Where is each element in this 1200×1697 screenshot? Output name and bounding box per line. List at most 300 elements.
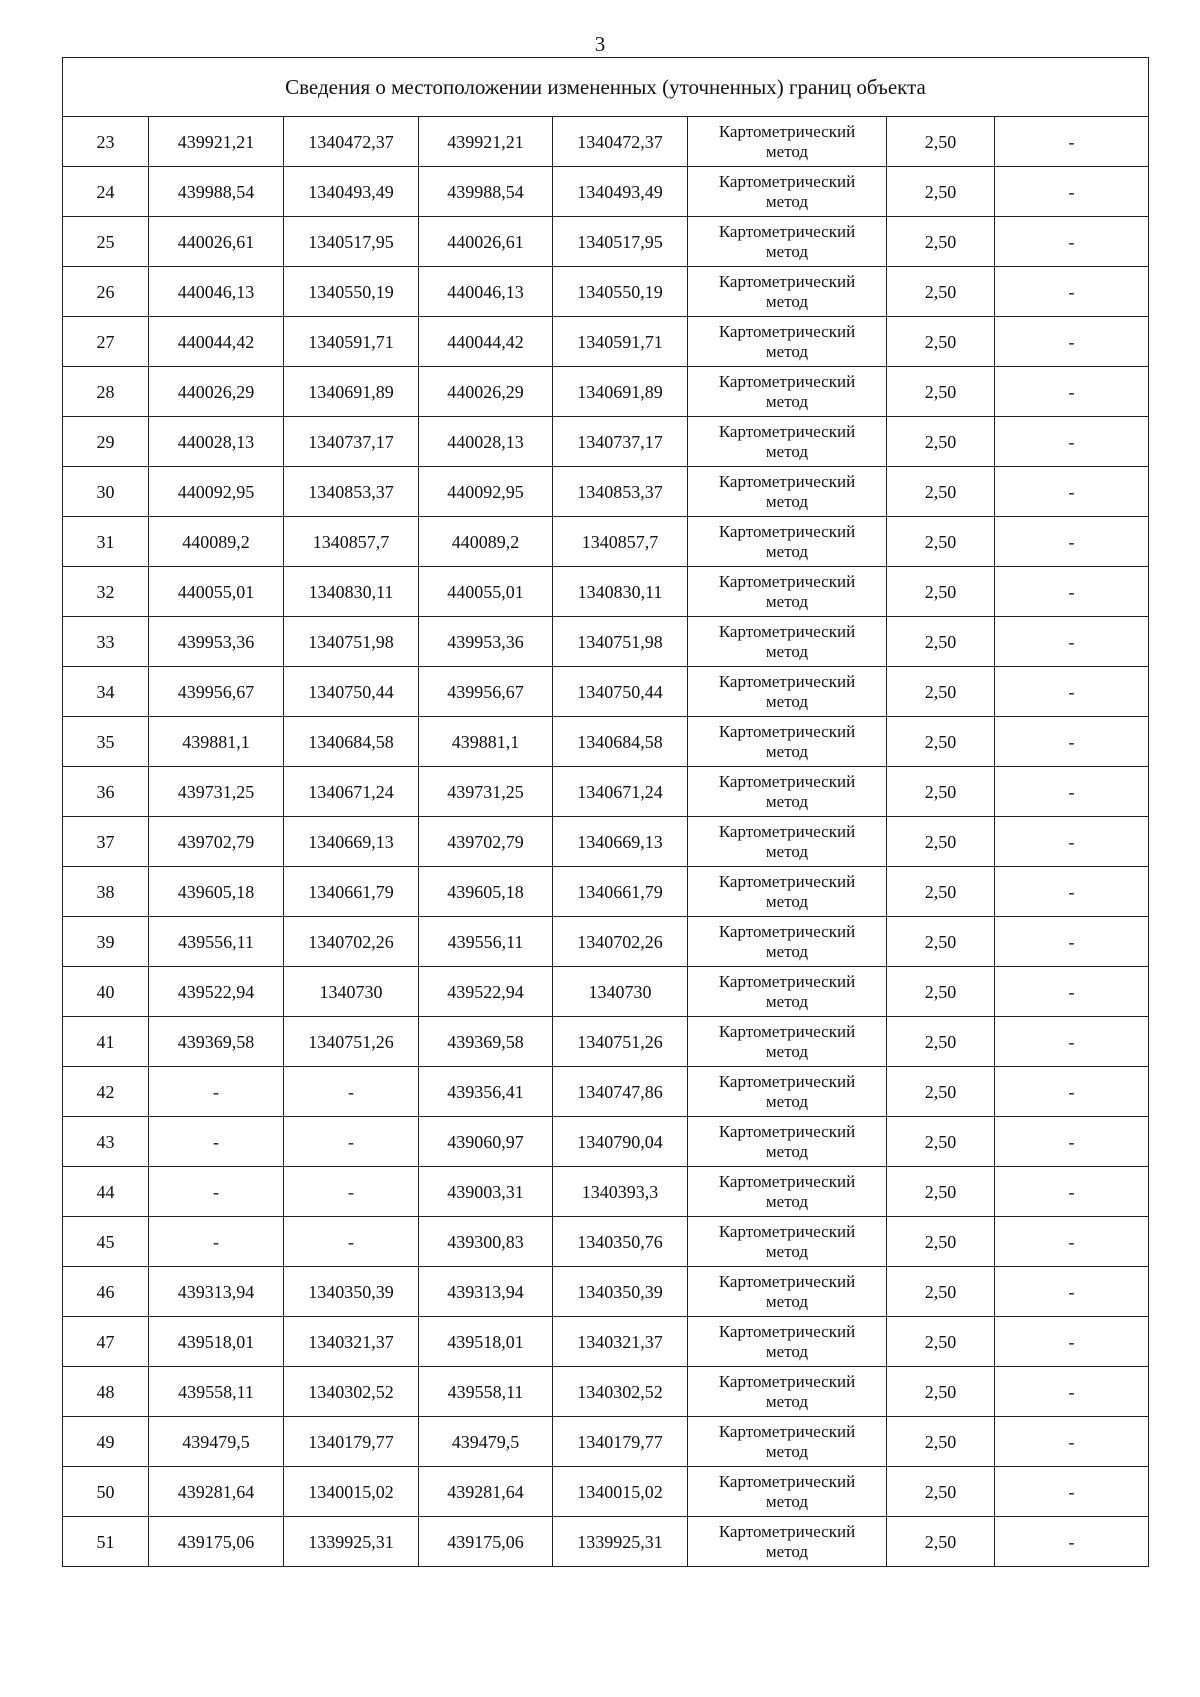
accuracy-cell: 2,50 [887, 667, 995, 717]
accuracy-cell: 2,50 [887, 267, 995, 317]
method-line: метод [765, 1541, 809, 1561]
method-cell [688, 917, 887, 967]
note-cell: - [995, 1367, 1149, 1417]
table-row [63, 517, 1149, 567]
note-cell: - [995, 867, 1149, 917]
method-line: метод [765, 691, 809, 711]
table-row [63, 1117, 1149, 1167]
existing-x-cell: 439956,67 [149, 667, 284, 717]
method-cell [688, 867, 887, 917]
point-number-cell: 42 [63, 1067, 149, 1117]
table-row [63, 917, 1149, 967]
accuracy-cell: 2,50 [887, 1317, 995, 1367]
method-cell [688, 617, 887, 667]
refined-y-cell: 1340472,37 [553, 117, 688, 167]
method-line: метод [765, 491, 809, 511]
method-line: Картометрический [718, 1221, 856, 1241]
method-line: метод [765, 541, 809, 561]
existing-x-cell: 439369,58 [149, 1017, 284, 1067]
note-cell: - [995, 217, 1149, 267]
method-line: метод [765, 1491, 809, 1511]
refined-x-cell: 439175,06 [419, 1517, 553, 1567]
table-row [63, 967, 1149, 1017]
point-number-cell: 30 [63, 467, 149, 517]
existing-x-cell: 440026,61 [149, 217, 284, 267]
refined-y-cell: 1340350,39 [553, 1267, 688, 1317]
page-number: 3 [594, 32, 606, 56]
existing-x-cell: 439881,1 [149, 717, 284, 767]
existing-x-cell: - [149, 1217, 284, 1267]
note-cell: - [995, 267, 1149, 317]
method-cell [688, 1217, 887, 1267]
existing-x-cell: 439518,01 [149, 1317, 284, 1367]
refined-y-cell: 1340550,19 [553, 267, 688, 317]
existing-x-cell: 440028,13 [149, 417, 284, 467]
table-row [63, 767, 1149, 817]
method-cell [688, 717, 887, 767]
existing-x-cell: 439988,54 [149, 167, 284, 217]
method-line: Картометрический [718, 221, 856, 241]
method-line: Картометрический [718, 1271, 856, 1291]
table-row [63, 217, 1149, 267]
existing-y-cell: 1340853,37 [284, 467, 419, 517]
existing-y-cell: 1340591,71 [284, 317, 419, 367]
method-line: Картометрический [718, 571, 856, 591]
method-line: метод [765, 791, 809, 811]
existing-y-cell: 1340684,58 [284, 717, 419, 767]
refined-x-cell: 439522,94 [419, 967, 553, 1017]
method-line: метод [765, 141, 809, 161]
method-line: метод [765, 1391, 809, 1411]
refined-y-cell: 1340730 [553, 967, 688, 1017]
existing-x-cell: 440089,2 [149, 517, 284, 567]
method-line: метод [765, 641, 809, 661]
method-cell [688, 217, 887, 267]
refined-x-cell: 439605,18 [419, 867, 553, 917]
point-number-cell: 44 [63, 1167, 149, 1217]
point-number-cell: 46 [63, 1267, 149, 1317]
existing-y-cell: 1340472,37 [284, 117, 419, 167]
point-number-cell: 33 [63, 617, 149, 667]
refined-y-cell: 1340302,52 [553, 1367, 688, 1417]
refined-y-cell: 1340737,17 [553, 417, 688, 467]
point-number-cell: 45 [63, 1217, 149, 1267]
refined-y-cell: 1340321,37 [553, 1317, 688, 1367]
existing-y-cell: - [284, 1067, 419, 1117]
method-line: Картометрический [718, 621, 856, 641]
existing-y-cell: 1339925,31 [284, 1517, 419, 1567]
note-cell: - [995, 617, 1149, 667]
table-row [63, 1417, 1149, 1467]
accuracy-cell: 2,50 [887, 917, 995, 967]
point-number-cell: 51 [63, 1517, 149, 1567]
method-cell [688, 1067, 887, 1117]
method-line: метод [765, 991, 809, 1011]
boundary-coordinates-table [62, 57, 1149, 1567]
note-cell: - [995, 167, 1149, 217]
refined-y-cell: 1340493,49 [553, 167, 688, 217]
existing-y-cell: 1340737,17 [284, 417, 419, 467]
method-line: метод [765, 591, 809, 611]
method-line: метод [765, 1341, 809, 1361]
method-cell [688, 767, 887, 817]
accuracy-cell: 2,50 [887, 1417, 995, 1467]
table-row [63, 167, 1149, 217]
method-cell [688, 1367, 887, 1417]
existing-x-cell: 439479,5 [149, 1417, 284, 1467]
refined-x-cell: 439953,36 [419, 617, 553, 667]
method-cell [688, 1117, 887, 1167]
method-line: Картометрический [718, 821, 856, 841]
refined-y-cell: 1339925,31 [553, 1517, 688, 1567]
existing-y-cell: 1340661,79 [284, 867, 419, 917]
note-cell: - [995, 1417, 1149, 1467]
refined-x-cell: 439300,83 [419, 1217, 553, 1267]
table-row [63, 417, 1149, 467]
note-cell: - [995, 1217, 1149, 1267]
point-number-cell: 27 [63, 317, 149, 367]
refined-x-cell: 439731,25 [419, 767, 553, 817]
existing-x-cell: - [149, 1167, 284, 1217]
existing-x-cell: 440092,95 [149, 467, 284, 517]
refined-y-cell: 1340790,04 [553, 1117, 688, 1167]
method-line: Картометрический [718, 271, 856, 291]
existing-x-cell: - [149, 1117, 284, 1167]
refined-x-cell: 439556,11 [419, 917, 553, 967]
method-cell [688, 967, 887, 1017]
table-row [63, 717, 1149, 767]
existing-y-cell: 1340302,52 [284, 1367, 419, 1417]
existing-x-cell: 440026,29 [149, 367, 284, 417]
table-row [63, 1517, 1149, 1567]
refined-x-cell: 440046,13 [419, 267, 553, 317]
refined-y-cell: 1340691,89 [553, 367, 688, 417]
accuracy-cell: 2,50 [887, 417, 995, 467]
point-number-cell: 28 [63, 367, 149, 417]
method-line: Картометрический [718, 1021, 856, 1041]
refined-y-cell: 1340750,44 [553, 667, 688, 717]
refined-x-cell: 440092,95 [419, 467, 553, 517]
note-cell: - [995, 367, 1149, 417]
refined-x-cell: 440026,29 [419, 367, 553, 417]
table-row [63, 617, 1149, 667]
accuracy-cell: 2,50 [887, 217, 995, 267]
existing-x-cell: 440046,13 [149, 267, 284, 317]
method-line: метод [765, 1041, 809, 1061]
refined-x-cell: 439060,97 [419, 1117, 553, 1167]
accuracy-cell: 2,50 [887, 1467, 995, 1517]
method-cell [688, 1317, 887, 1367]
point-number-cell: 24 [63, 167, 149, 217]
accuracy-cell: 2,50 [887, 1517, 995, 1567]
point-number-cell: 36 [63, 767, 149, 817]
table-row [63, 1467, 1149, 1517]
method-line: метод [765, 1191, 809, 1211]
refined-x-cell: 439003,31 [419, 1167, 553, 1217]
table-row [63, 367, 1149, 417]
refined-x-cell: 439479,5 [419, 1417, 553, 1467]
table-title-row [63, 58, 1149, 117]
refined-y-cell: 1340179,77 [553, 1417, 688, 1467]
note-cell: - [995, 117, 1149, 167]
accuracy-cell: 2,50 [887, 117, 995, 167]
existing-y-cell: 1340015,02 [284, 1467, 419, 1517]
table-row [63, 1317, 1149, 1367]
table-row [63, 567, 1149, 617]
existing-x-cell: 439731,25 [149, 767, 284, 817]
refined-x-cell: 440044,42 [419, 317, 553, 367]
accuracy-cell: 2,50 [887, 167, 995, 217]
note-cell: - [995, 667, 1149, 717]
accuracy-cell: 2,50 [887, 1217, 995, 1267]
refined-y-cell: 1340857,7 [553, 517, 688, 567]
method-line: Картометрический [718, 1371, 856, 1391]
point-number-cell: 31 [63, 517, 149, 567]
point-number-cell: 29 [63, 417, 149, 467]
method-line: Картометрический [718, 871, 856, 891]
refined-y-cell: 1340669,13 [553, 817, 688, 867]
table-row [63, 117, 1149, 167]
existing-y-cell: 1340517,95 [284, 217, 419, 267]
method-line: метод [765, 1091, 809, 1111]
existing-y-cell: - [284, 1217, 419, 1267]
table-row [63, 867, 1149, 917]
note-cell: - [995, 1517, 1149, 1567]
existing-x-cell: 439921,21 [149, 117, 284, 167]
point-number-cell: 40 [63, 967, 149, 1017]
refined-y-cell: 1340661,79 [553, 867, 688, 917]
method-cell [688, 317, 887, 367]
accuracy-cell: 2,50 [887, 517, 995, 567]
table-row [63, 1017, 1149, 1067]
point-number-cell: 41 [63, 1017, 149, 1067]
method-line: метод [765, 891, 809, 911]
existing-x-cell: 439702,79 [149, 817, 284, 867]
method-cell [688, 367, 887, 417]
refined-y-cell: 1340671,24 [553, 767, 688, 817]
refined-x-cell: 440089,2 [419, 517, 553, 567]
note-cell: - [995, 917, 1149, 967]
method-line: Картометрический [718, 771, 856, 791]
method-cell [688, 567, 887, 617]
method-cell [688, 167, 887, 217]
table-body [63, 117, 1149, 1567]
refined-y-cell: 1340751,26 [553, 1017, 688, 1067]
refined-y-cell: 1340517,95 [553, 217, 688, 267]
refined-x-cell: 440028,13 [419, 417, 553, 467]
refined-x-cell: 439988,54 [419, 167, 553, 217]
method-cell [688, 667, 887, 717]
point-number-cell: 43 [63, 1117, 149, 1167]
point-number-cell: 32 [63, 567, 149, 617]
note-cell: - [995, 1467, 1149, 1517]
method-line: Картометрический [718, 971, 856, 991]
accuracy-cell: 2,50 [887, 1017, 995, 1067]
existing-x-cell: 439175,06 [149, 1517, 284, 1567]
refined-x-cell: 440026,61 [419, 217, 553, 267]
method-line: Картометрический [718, 171, 856, 191]
table-row [63, 1167, 1149, 1217]
existing-y-cell: 1340751,26 [284, 1017, 419, 1067]
method-line: метод [765, 841, 809, 861]
refined-x-cell: 440055,01 [419, 567, 553, 617]
point-number-cell: 38 [63, 867, 149, 917]
method-line: Картометрический [718, 1121, 856, 1141]
existing-y-cell: 1340751,98 [284, 617, 419, 667]
refined-y-cell: 1340830,11 [553, 567, 688, 617]
accuracy-cell: 2,50 [887, 767, 995, 817]
method-line: Картометрический [718, 1321, 856, 1341]
method-cell [688, 1467, 887, 1517]
method-line: метод [765, 1241, 809, 1261]
note-cell: - [995, 1117, 1149, 1167]
accuracy-cell: 2,50 [887, 967, 995, 1017]
existing-x-cell: 439313,94 [149, 1267, 284, 1317]
method-line: Картометрический [718, 1521, 856, 1541]
accuracy-cell: 2,50 [887, 1367, 995, 1417]
method-cell [688, 1017, 887, 1067]
table-row [63, 667, 1149, 717]
refined-y-cell: 1340350,76 [553, 1217, 688, 1267]
method-cell [688, 117, 887, 167]
existing-y-cell: - [284, 1167, 419, 1217]
existing-y-cell: 1340830,11 [284, 567, 419, 617]
method-cell [688, 1167, 887, 1217]
method-line: метод [765, 741, 809, 761]
method-line: Картометрический [718, 671, 856, 691]
point-number-cell: 49 [63, 1417, 149, 1467]
method-line: Картометрический [718, 321, 856, 341]
point-number-cell: 39 [63, 917, 149, 967]
existing-y-cell: 1340179,77 [284, 1417, 419, 1467]
note-cell: - [995, 417, 1149, 467]
refined-x-cell: 439956,67 [419, 667, 553, 717]
method-cell [688, 817, 887, 867]
method-line: метод [765, 1291, 809, 1311]
refined-y-cell: 1340591,71 [553, 317, 688, 367]
existing-x-cell: 439281,64 [149, 1467, 284, 1517]
note-cell: - [995, 817, 1149, 867]
method-line: метод [765, 941, 809, 961]
table-title: Сведения о местоположении измененных (уточненных) границ объекта [63, 58, 1149, 117]
existing-x-cell: 440044,42 [149, 317, 284, 367]
refined-x-cell: 439369,58 [419, 1017, 553, 1067]
refined-y-cell: 1340015,02 [553, 1467, 688, 1517]
note-cell: - [995, 467, 1149, 517]
point-number-cell: 26 [63, 267, 149, 317]
existing-y-cell: 1340691,89 [284, 367, 419, 417]
method-cell [688, 1267, 887, 1317]
table-row [63, 1217, 1149, 1267]
accuracy-cell: 2,50 [887, 1067, 995, 1117]
method-cell [688, 467, 887, 517]
refined-y-cell: 1340702,26 [553, 917, 688, 967]
accuracy-cell: 2,50 [887, 1117, 995, 1167]
method-line: Картометрический [718, 921, 856, 941]
method-line: Картометрический [718, 721, 856, 741]
note-cell: - [995, 1067, 1149, 1117]
existing-y-cell: 1340857,7 [284, 517, 419, 567]
refined-x-cell: 439356,41 [419, 1067, 553, 1117]
refined-x-cell: 439281,64 [419, 1467, 553, 1517]
method-line: метод [765, 241, 809, 261]
refined-y-cell: 1340684,58 [553, 717, 688, 767]
method-line: метод [765, 191, 809, 211]
method-cell [688, 1517, 887, 1567]
method-line: метод [765, 391, 809, 411]
method-line: Картометрический [718, 1421, 856, 1441]
point-number-cell: 47 [63, 1317, 149, 1367]
table-row [63, 267, 1149, 317]
existing-y-cell: 1340730 [284, 967, 419, 1017]
table-row [63, 317, 1149, 367]
method-line: Картометрический [718, 1071, 856, 1091]
note-cell: - [995, 717, 1149, 767]
table-row [63, 1067, 1149, 1117]
note-cell: - [995, 567, 1149, 617]
method-cell [688, 1417, 887, 1467]
method-cell [688, 417, 887, 467]
accuracy-cell: 2,50 [887, 317, 995, 367]
refined-x-cell: 439702,79 [419, 817, 553, 867]
existing-y-cell: 1340493,49 [284, 167, 419, 217]
method-cell [688, 267, 887, 317]
point-number-cell: 37 [63, 817, 149, 867]
note-cell: - [995, 1317, 1149, 1367]
method-cell [688, 517, 887, 567]
refined-y-cell: 1340393,3 [553, 1167, 688, 1217]
accuracy-cell: 2,50 [887, 1167, 995, 1217]
existing-y-cell: 1340550,19 [284, 267, 419, 317]
accuracy-cell: 2,50 [887, 567, 995, 617]
method-line: Картометрический [718, 421, 856, 441]
existing-y-cell: - [284, 1117, 419, 1167]
method-line: Картометрический [718, 371, 856, 391]
refined-x-cell: 439518,01 [419, 1317, 553, 1367]
method-line: метод [765, 341, 809, 361]
accuracy-cell: 2,50 [887, 1267, 995, 1317]
note-cell: - [995, 1167, 1149, 1217]
existing-x-cell: 439558,11 [149, 1367, 284, 1417]
existing-x-cell: 439556,11 [149, 917, 284, 967]
method-line: метод [765, 441, 809, 461]
method-line: Картометрический [718, 471, 856, 491]
method-line: Картометрический [718, 1471, 856, 1491]
method-line: Картометрический [718, 521, 856, 541]
accuracy-cell: 2,50 [887, 467, 995, 517]
existing-y-cell: 1340671,24 [284, 767, 419, 817]
existing-y-cell: 1340321,37 [284, 1317, 419, 1367]
refined-x-cell: 439313,94 [419, 1267, 553, 1317]
existing-x-cell: 440055,01 [149, 567, 284, 617]
existing-y-cell: 1340669,13 [284, 817, 419, 867]
method-line: Картометрический [718, 121, 856, 141]
note-cell: - [995, 1017, 1149, 1067]
point-number-cell: 34 [63, 667, 149, 717]
accuracy-cell: 2,50 [887, 867, 995, 917]
table-row [63, 1367, 1149, 1417]
refined-y-cell: 1340747,86 [553, 1067, 688, 1117]
method-line: метод [765, 1141, 809, 1161]
existing-y-cell: 1340702,26 [284, 917, 419, 967]
point-number-cell: 35 [63, 717, 149, 767]
existing-x-cell: 439953,36 [149, 617, 284, 667]
point-number-cell: 50 [63, 1467, 149, 1517]
note-cell: - [995, 317, 1149, 367]
point-number-cell: 23 [63, 117, 149, 167]
table-row [63, 1267, 1149, 1317]
point-number-cell: 25 [63, 217, 149, 267]
